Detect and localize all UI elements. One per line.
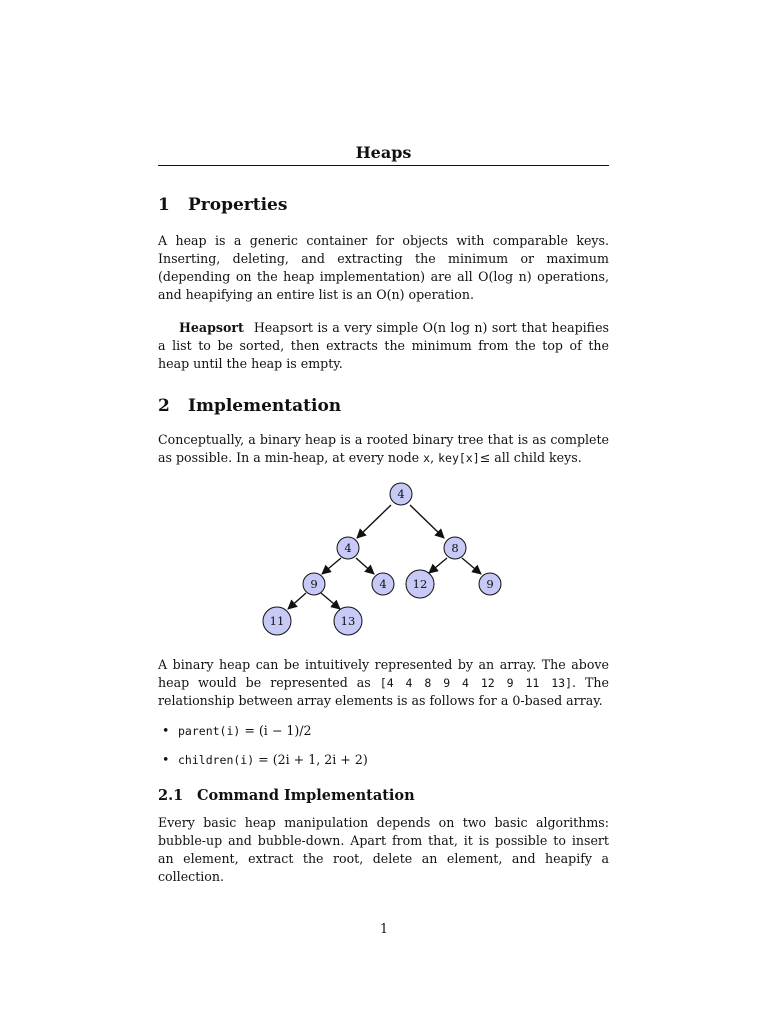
implementation-intro	[158, 431, 609, 467]
tree-node-label: 9	[310, 577, 318, 591]
tree-node	[390, 483, 412, 505]
tree-node-label: 13	[340, 614, 356, 628]
section-1-heading	[158, 195, 609, 215]
children-code: children(i)	[178, 753, 255, 767]
tree-node-label: 8	[451, 541, 459, 555]
section-1-title: Properties	[188, 195, 288, 215]
relation-list	[158, 722, 609, 769]
children-formula: = (2i + 1, 2i + 2)	[254, 752, 368, 767]
tree-node	[479, 573, 501, 595]
intro-code-x: x	[423, 451, 431, 465]
tree-node	[372, 573, 394, 595]
edge-root-left	[357, 505, 391, 538]
command-paragraph: Every basic heap manipulation depends on two basic algorithms: bubble-up and bubble-down. Apart from that, it is possible to insert an element, extract the root, delete an element, and heapify a collection.	[158, 815, 609, 884]
parent-code: parent(i)	[178, 724, 241, 738]
intro-text-b: ≤ all child keys.	[479, 450, 582, 465]
tree-nodes	[263, 483, 501, 635]
array-text-a: A binary heap can be intuitively represented by an array. The above heap would be represented as	[158, 657, 609, 690]
page-number: 1	[379, 921, 388, 936]
tree-node-label: 4	[379, 577, 387, 591]
parent-formula: = (i − 1)/2	[240, 723, 312, 738]
edge-9-11	[288, 593, 306, 609]
edge-8-12	[429, 558, 447, 573]
title-rule	[158, 165, 609, 166]
tree-node-label: 9	[486, 577, 494, 591]
section-2-number: 2	[158, 396, 170, 416]
section-2-heading	[158, 396, 609, 416]
section-1-number: 1	[158, 195, 170, 215]
edge-9-13	[321, 593, 340, 609]
subsection-title: Command Implementation	[197, 787, 415, 804]
tree-node-label: 12	[412, 577, 428, 591]
tree-node	[263, 607, 291, 635]
subsection-2-1-heading	[158, 787, 609, 804]
intro-text-a: Conceptually, a binary heap is a rooted binary tree that is as complete as possible. In a min-heap, at every node	[158, 432, 609, 465]
intro-code-key: key[x]	[438, 451, 480, 465]
edge-4-9	[322, 558, 341, 574]
tree-node	[303, 573, 325, 595]
tree-node	[444, 537, 466, 559]
tree-node	[337, 537, 359, 559]
tree-node-label: 4	[344, 541, 352, 555]
subsection-number: 2.1	[158, 787, 184, 804]
intro-text-mid: ,	[430, 450, 439, 465]
array-paragraph	[158, 656, 609, 710]
heap-tree-diagram	[0, 470, 768, 645]
heapsort-label: Heapsort	[179, 320, 244, 335]
properties-paragraph: A heap is a generic container for objects with comparable keys. Inserting, deleting, and extracting the minimum or maximum (depending on the heap implementation) are all O(log n) operations, and heapifying an entire list is an O(n) operation.	[158, 233, 609, 302]
edge-8-9	[462, 558, 481, 574]
section-2-title: Implementation	[188, 396, 342, 416]
list-item	[158, 722, 609, 740]
array-code: [4 4 8 9 4 12 9 11 13]	[379, 676, 573, 690]
tree-node-label: 4	[397, 487, 405, 501]
tree-node	[334, 607, 362, 635]
tree-node-label: 11	[269, 614, 285, 628]
heapsort-paragraph	[158, 319, 609, 373]
array-text-b: . The relationship between array elements is as follows for a 0-based array.	[158, 675, 609, 708]
heapsort-text: Heapsort is a very simple O(n log n) sort that heapifies a list to be sorted, then extracts the minimum from the top of the heap until the heap is empty.	[158, 320, 609, 371]
edge-root-right	[410, 505, 444, 538]
edge-4-4	[356, 558, 374, 574]
tree-node	[406, 570, 434, 598]
list-item	[158, 751, 609, 769]
page-title: Heaps	[355, 143, 412, 162]
